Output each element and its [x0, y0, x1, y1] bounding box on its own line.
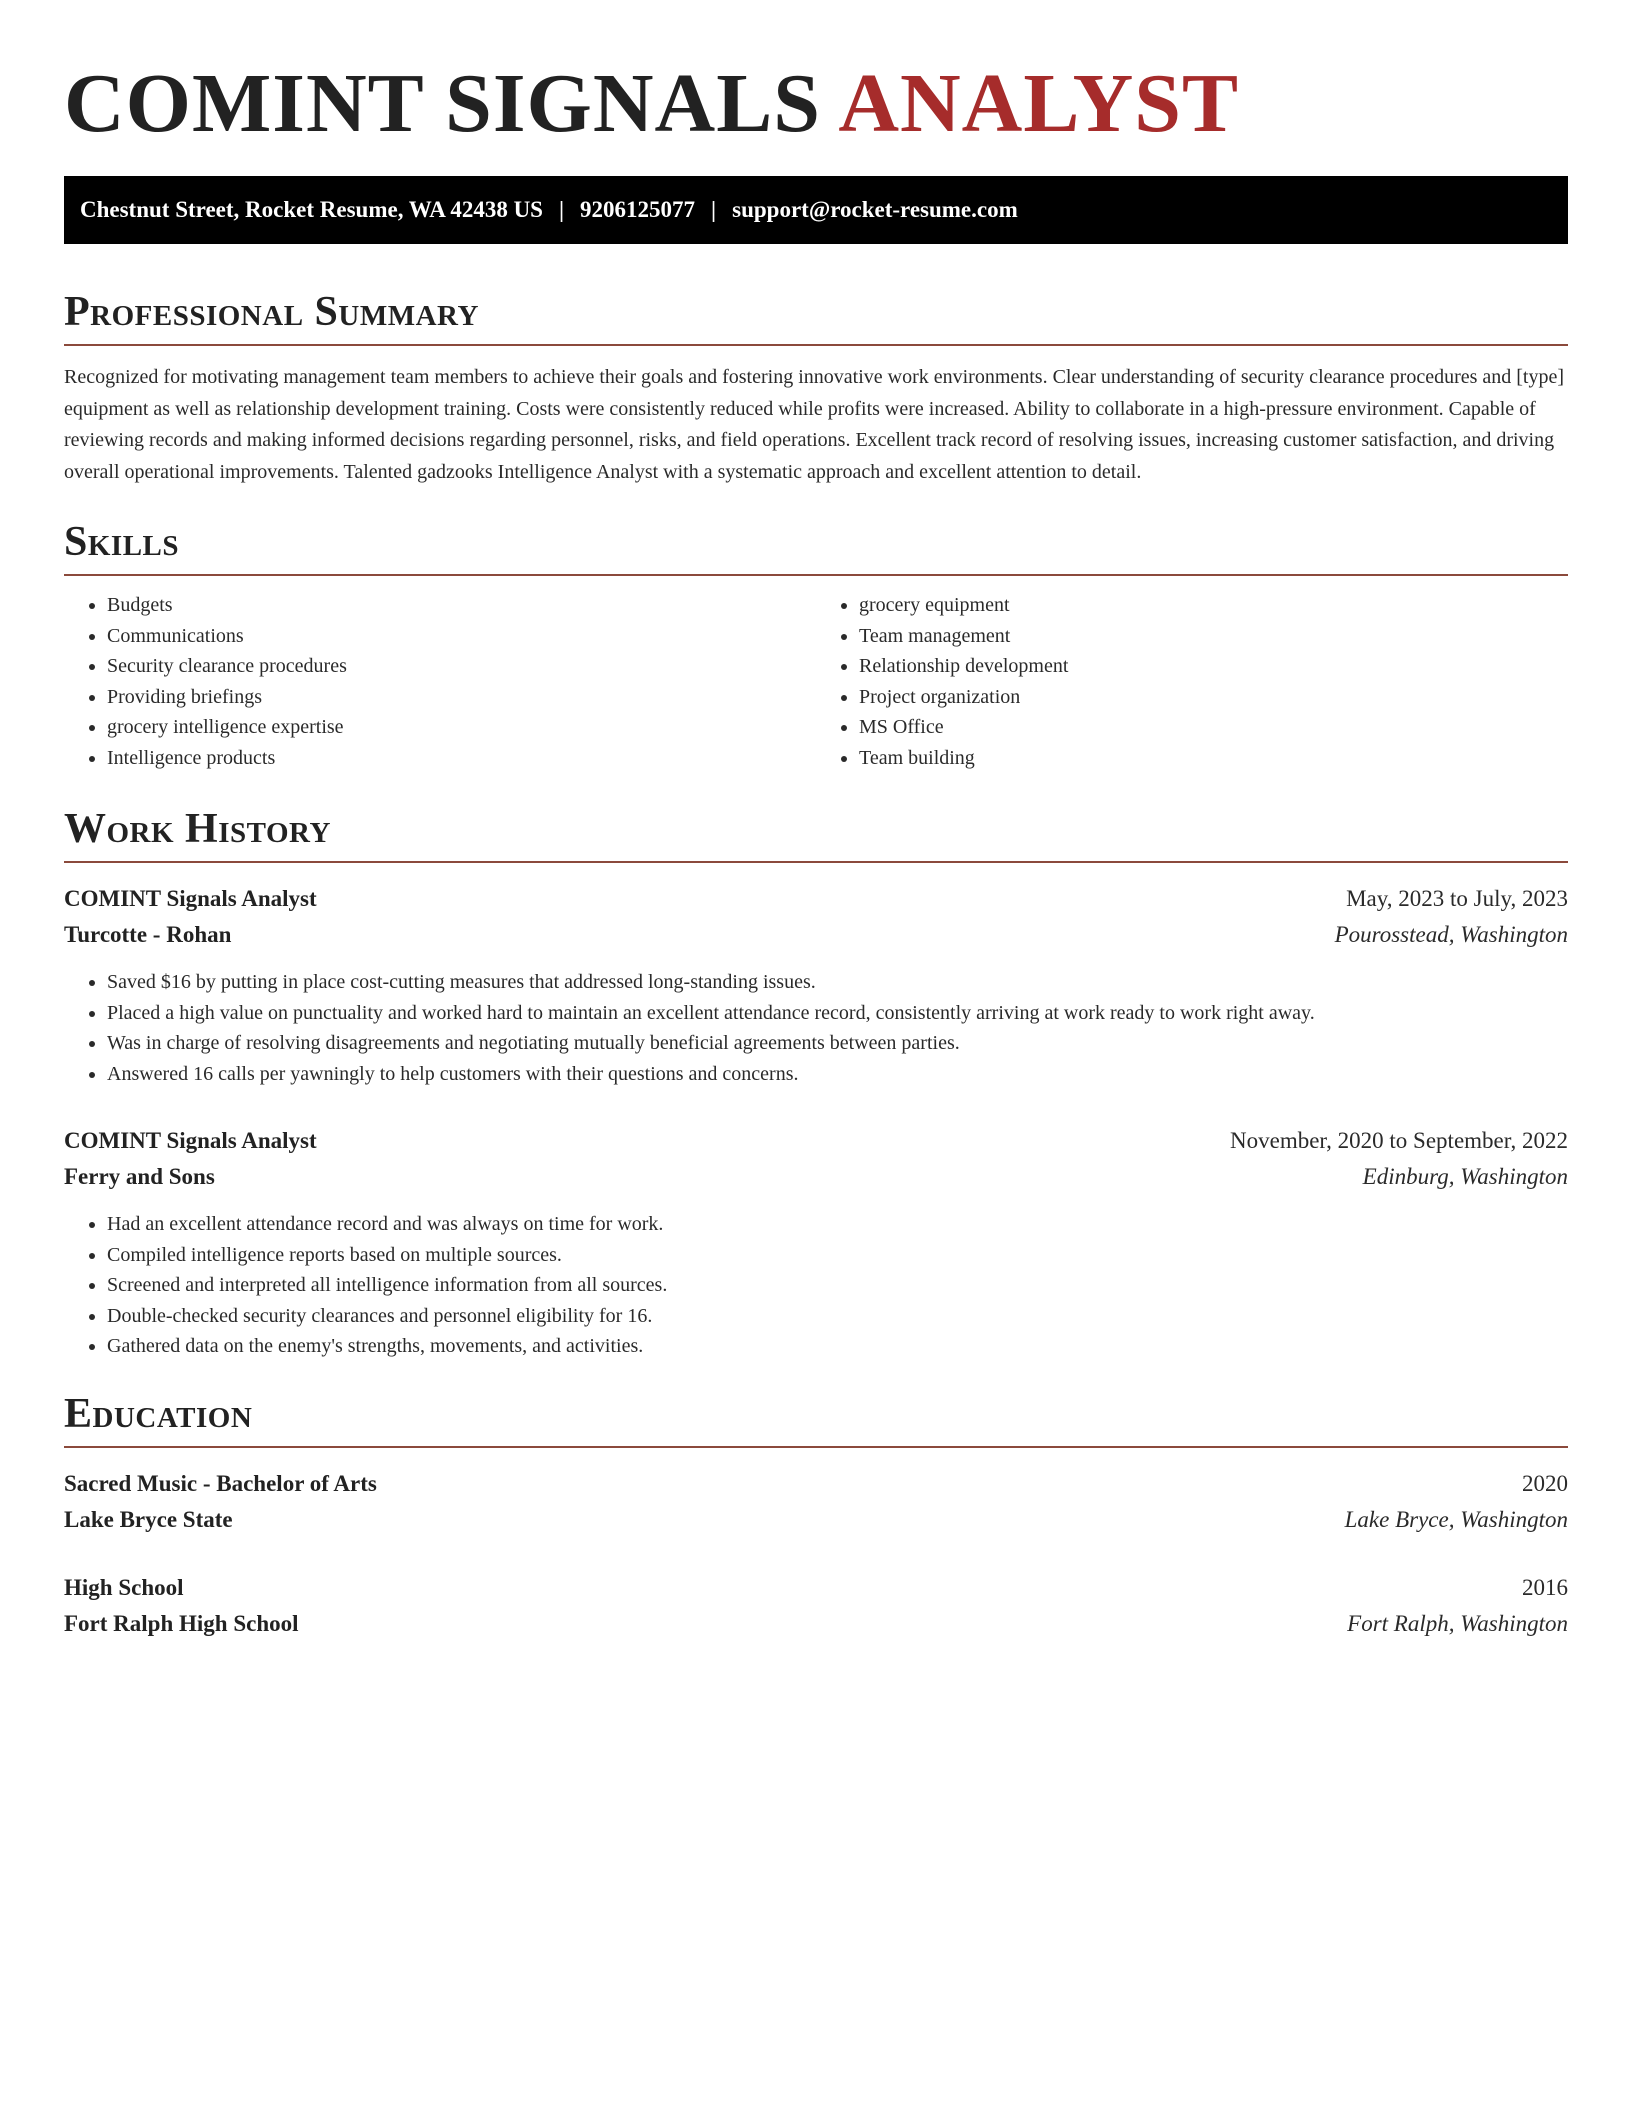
education-degree: High School	[64, 1574, 184, 1600]
skills-list-left	[64, 590, 816, 773]
job-company-row	[64, 1159, 1568, 1195]
skill-item: • grocery intelligence expertise	[107, 712, 816, 743]
skill-item: • MS Office	[859, 712, 1568, 743]
job-bullet: • Answered 16 calls per yawningly to help customers with their questions and concerns.	[107, 1059, 1568, 1090]
job-bullet: • Screened and interpreted all intelligence information from all sources.	[107, 1270, 1568, 1301]
name-last: ANALYST	[838, 57, 1240, 150]
name-first: COMINT SIGNALS	[64, 57, 821, 150]
education-school-row	[64, 1502, 1568, 1538]
education-year: 2016	[1522, 1574, 1568, 1600]
job-dates: November, 2020 to September, 2022	[1230, 1128, 1568, 1153]
job-role: COMINT Signals Analyst	[64, 1128, 317, 1153]
skill-item: • Budgets	[107, 590, 816, 621]
job-company: Turcotte - Rohan	[64, 922, 232, 947]
skill-item: • Providing briefings	[107, 682, 816, 713]
contact-separator: |	[711, 197, 717, 222]
skill-item: • Communications	[107, 621, 816, 652]
skills-heading: Skills	[64, 516, 1568, 576]
education-year: 2020	[1522, 1470, 1568, 1496]
job-bullet: • Placed a high value on punctuality and worked hard to maintain an excellent attendance record, consistently arriving at work ready to work right away.	[107, 998, 1568, 1029]
education-school-row	[64, 1606, 1568, 1642]
skill-item: • grocery equipment	[859, 590, 1568, 621]
job-location: Pourosstead, Washington	[1334, 922, 1568, 947]
education-location: Lake Bryce, Washington	[1344, 1506, 1568, 1532]
contact-address: Chestnut Street, Rocket Resume, WA 42438 US	[80, 197, 543, 222]
education-heading: Education	[64, 1388, 1568, 1448]
job-bullet: • Was in charge of resolving disagreements and negotiating mutually beneficial agreements between parties.	[107, 1028, 1568, 1059]
job-header-row	[64, 1123, 1568, 1159]
skill-item: • Intelligence products	[107, 743, 816, 774]
work-history-heading: Work History	[64, 803, 1568, 863]
job-dates: May, 2023 to July, 2023	[1346, 886, 1568, 911]
skill-item: • Team management	[859, 621, 1568, 652]
contact-separator: |	[558, 197, 565, 222]
job-entry	[64, 881, 1568, 1089]
education-entry	[64, 1466, 1568, 1538]
contact-bar	[64, 176, 1568, 244]
education-degree-row	[64, 1466, 1568, 1502]
job-bullet: • Compiled intelligence reports based on multiple sources.	[107, 1240, 1568, 1271]
skill-item: • Team building	[859, 743, 1568, 774]
job-role: COMINT Signals Analyst	[64, 886, 317, 911]
education-school: Lake Bryce State	[64, 1506, 233, 1532]
job-bullet: • Saved $16 by putting in place cost-cutting measures that addressed long-standing issues.	[107, 967, 1568, 998]
skill-item: • Relationship development	[859, 651, 1568, 682]
job-bullet: • Double-checked security clearances and personnel eligibility for 16.	[107, 1301, 1568, 1332]
job-header-row	[64, 881, 1568, 917]
job-bullet: • Had an excellent attendance record and was always on time for work.	[107, 1209, 1568, 1240]
job-company-row	[64, 917, 1568, 953]
education-degree-row	[64, 1570, 1568, 1606]
job-entry	[64, 1123, 1568, 1362]
education-degree: Sacred Music - Bachelor of Arts	[64, 1470, 377, 1496]
job-location: Edinburg, Washington	[1362, 1164, 1568, 1189]
job-company: Ferry and Sons	[64, 1164, 215, 1189]
summary-heading: Professional Summary	[64, 286, 1568, 346]
job-bullets	[64, 967, 1568, 1089]
contact-phone: 9206125077	[580, 197, 696, 222]
education-location: Fort Ralph, Washington	[1347, 1610, 1568, 1636]
summary-text: Recognized for motivating management team members to achieve their goals and fostering innovative work environments. Clear understanding of security clearance procedures and [type] equipment as well as relationship development training. Costs were consistently reduced while profits were increased. Ability to collaborate in a high-pressure environment. Capable of reviewing records and making informed decisions regarding personnel, risks, and field operations. Excellent track record of resolving issues, increasing customer satisfaction, and driving overall operational improvements. Talented gadzooks Intelligence Analyst with a systematic approach and excellent attention to detail.	[64, 366, 1565, 483]
skills-columns	[64, 590, 1568, 773]
skill-item: • Project organization	[859, 682, 1568, 713]
skills-list-right	[816, 590, 1568, 773]
job-bullets	[64, 1209, 1568, 1362]
contact-email[interactable]: support@rocket-resume.com	[732, 197, 1018, 222]
resume-name	[64, 54, 1568, 154]
education-entry	[64, 1570, 1568, 1642]
education-school: Fort Ralph High School	[64, 1610, 299, 1636]
skill-item: • Security clearance procedures	[107, 651, 816, 682]
job-bullet: • Gathered data on the enemy's strengths, movements, and activities.	[107, 1331, 1568, 1362]
